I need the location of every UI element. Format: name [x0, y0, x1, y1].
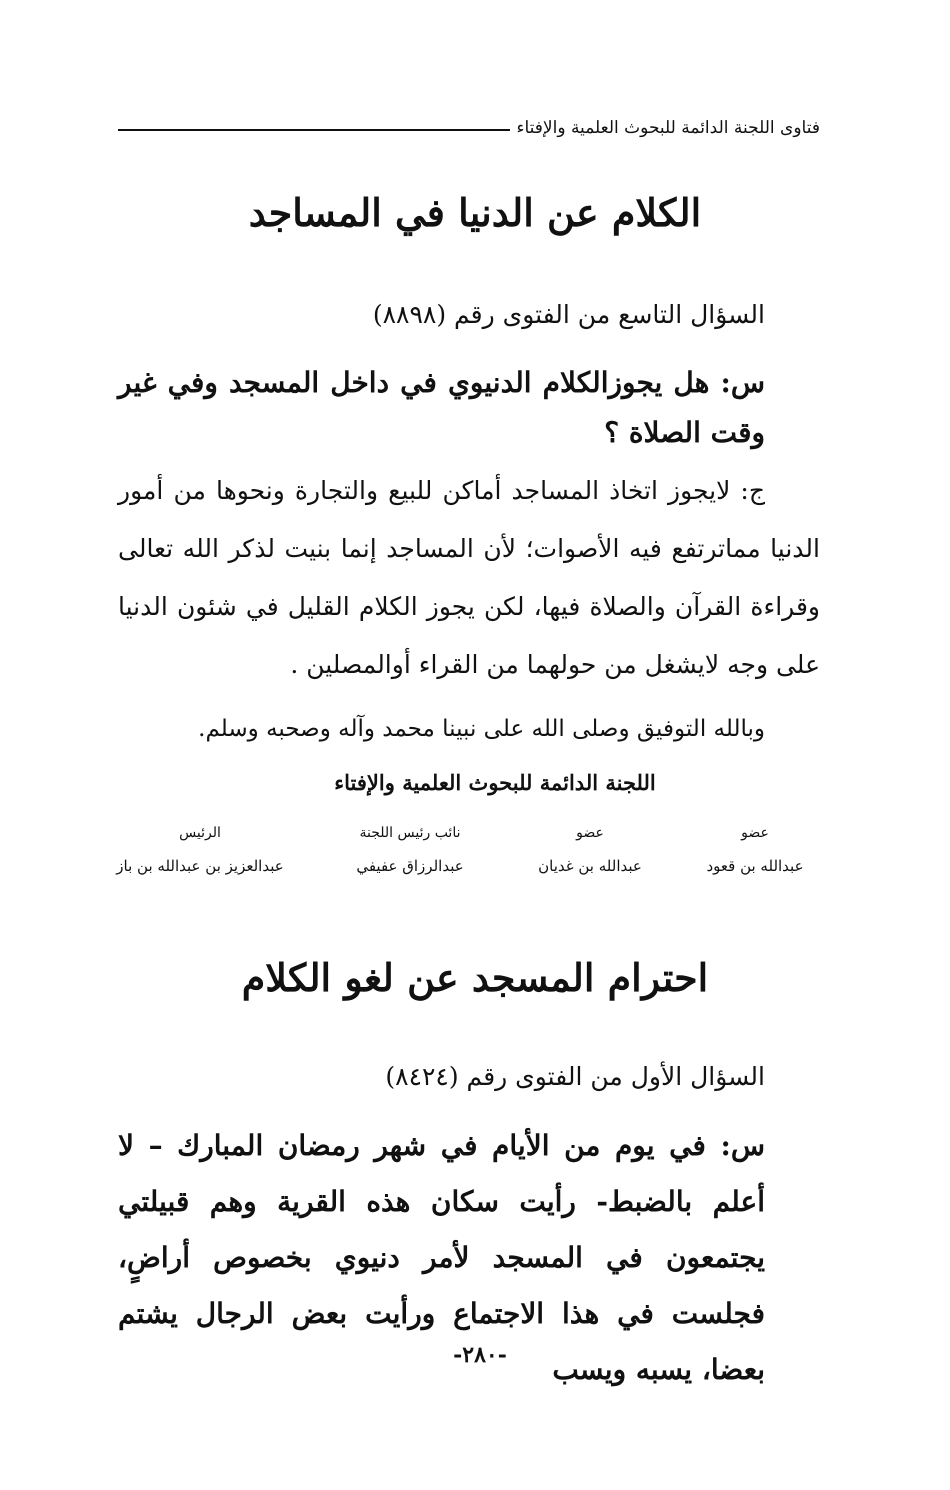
question-text: س: هل يجوزالكلام الدنيوي في داخل المسجد وفي غير وقت الصلاة ؟ [118, 366, 765, 449]
answer-block [118, 462, 820, 694]
page-number: -٢٨٠- [453, 1342, 507, 1368]
closing-line: وبالله التوفيق وصلى الله على نبينا محمد وآله وصحبه وسلم. [198, 716, 765, 742]
fatwa-reference: السؤال الأول من الفتوى رقم (٨٤٢٤) [385, 1062, 765, 1091]
answer-first-line: ج: لايجوز اتخاذ المساجد أماكن للبيع والتجارة ونحوها من [173, 476, 765, 505]
signatory-name: عبدالله بن قعود [706, 857, 804, 875]
signatory [525, 822, 655, 880]
signatory-role: الرئيس [179, 825, 221, 841]
signatory [330, 822, 490, 880]
signatory [100, 822, 300, 880]
signatory-name: عبدالله بن غديان [538, 857, 642, 875]
answer-text: أمور الدنيا مماترتفع فيه الأصوات؛ لأن المساجد إنما بنيت لذكر الله تعالى وقراءة القرآن والصلاة فيها، لكن يجوز الكلام القليل في شئون الدنيا على وجه لايشغل من حولهما من القراء أوالمصلين . [118, 476, 820, 679]
signatory-role: عضو [576, 825, 604, 841]
header-rule [118, 129, 510, 131]
signatory [690, 822, 820, 880]
fatwa-reference: السؤال التاسع من الفتوى رقم (٨٨٩٨) [372, 300, 765, 329]
question-text: س: في يوم من الأيام في شهر رمضان المبارك – لا أعلم بالضبط- رأيت سكان هذه القرية وهم قبيلتي يجتمعون في المسجد لأمر دنيوي بخصوص أراضٍ، فجلست في هذا الاجتماع ورأيت بعض الرجال يشتم بعضا، يسبه ويسب [118, 1129, 765, 1386]
running-header [118, 118, 820, 138]
signatories [118, 822, 820, 892]
signatory-role: عضو [741, 825, 769, 841]
section-title: الكلام عن الدنيا في المساجد [248, 190, 702, 235]
signatory-name: عبدالعزيز بن عبدالله بن باز [116, 857, 284, 875]
signatory-name: عبدالرزاق عفيفي [356, 857, 464, 875]
section-title: احترام المسجد عن لغو الكلام [241, 955, 709, 1000]
running-header-text: فتاوى اللجنة الدائمة للبحوث العلمية والإفتاء [516, 118, 820, 138]
committee-name: اللجنة الدائمة للبحوث العلمية والإفتاء [334, 770, 656, 795]
signatory-role: نائب رئيس اللجنة [359, 825, 461, 841]
